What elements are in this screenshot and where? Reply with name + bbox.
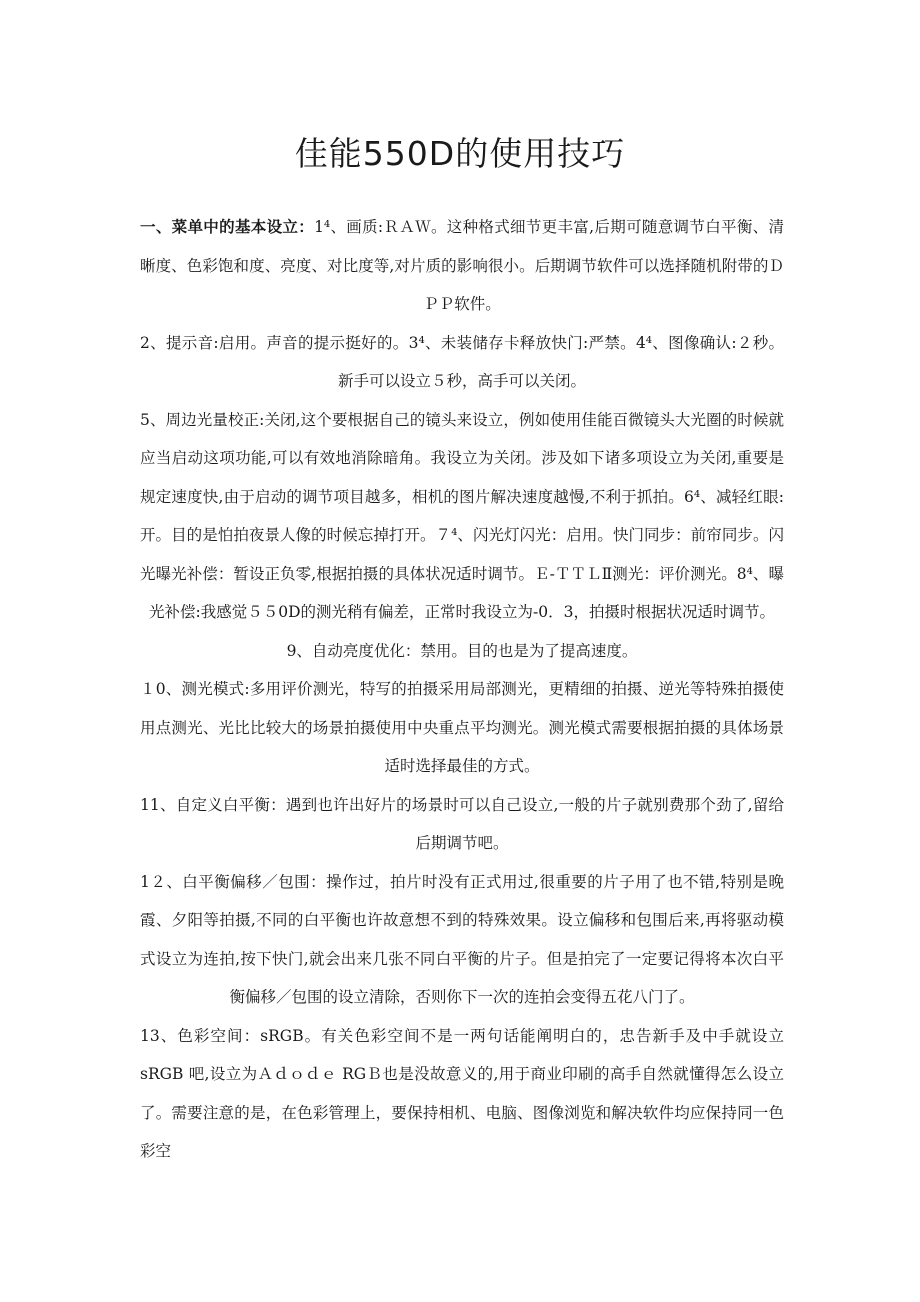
paragraph-2 [140, 324, 784, 401]
paragraph-text: 2、提示音:启用。声音的提示挺好的。3⁴、未装储存卡释放快门:严禁。4⁴、图像确认:２秒。新手可以设立５秒，高手可以关闭。 [140, 333, 784, 390]
paragraph-4 [140, 632, 784, 671]
paragraph-8 [140, 1017, 784, 1171]
paragraph-text: 1⁴、画质:ＲＡＷ。这种格式细节更丰富,后期可随意调节白平衡、清晰度、色彩饱和度、亮度、对比度等,对片质的影响很小。后期调节软件可以选择随机附带的ＤＰＰ软件。 [140, 218, 784, 313]
paragraph-text: 9、自动亮度优化：禁用。目的也是为了提高速度。 [286, 641, 638, 660]
paragraph-lead: 一、菜单中的基本设立： [140, 217, 315, 236]
paragraph-5 [140, 670, 784, 786]
paragraph-text: 5、周边光量校正:关闭,这个要根据自己的镜头来设立，例如使用佳能百微镜头大光圈的时候就应当启动这项功能,可以有效地消除暗角。我设立为关闭。涉及如下诸多项设立为关闭,重要是规定速度快,由于启动的调节项目越多，相机的图片解决速度越慢,不利于抓拍。6⁴、减轻红眼:开。目的是怕拍夜景人像的时候忘掉打开。７⁴、闪光灯闪光：启用。快门同步：前帘同步。闪光曝光补偿：暂设正负零,根据拍摄的具体状况适时调节。Ｅ-ＴＴＬⅡ测光：评价测光。8⁴、曝光补偿:我感觉５５0D的测光稍有偏差，正常时我设立为-0．3，拍摄时根据状况适时调节。 [140, 410, 784, 621]
paragraph-3 [140, 401, 784, 632]
paragraph-text: 13、色彩空间：sRGB。有关色彩空间不是一两句话能阐明白的，忠告新手及中手就设立 sRGB 吧,设立为Ａｄｏｄｅ RGＢ也是没故意义的,用于商业印刷的高手自然就懂得怎么设立了。需要注意的是，在色彩管理上，要保持相机、电脑、图像浏览和解决软件均应保持同一色彩空 [140, 1026, 784, 1160]
document-title: 佳能550D的使用技巧 [294, 134, 626, 173]
paragraph-text: １0、测光模式:多用评价测光，特写的拍摄采用局部测光，更精细的拍摄、逆光等特殊拍摄使用点测光、光比比较大的场景拍摄使用中央重点平均测光。测光模式需要根据拍摄的具体场景适时选择最佳的方式。 [140, 680, 784, 775]
paragraph-text: 11、自定义白平衡：遇到也许出好片的场景时可以自己设立,一般的片子就别费那个劲了,留给后期调节吧。 [140, 795, 784, 852]
document-body [140, 208, 784, 1171]
paragraph-1 [140, 208, 784, 324]
paragraph-6 [140, 786, 784, 863]
paragraph-7 [140, 863, 784, 1017]
paragraph-text: 1２、白平衡偏移／包围：操作过，拍片时没有正式用过,很重要的片子用了也不错,特别是晚霞、夕阳等拍摄,不同的白平衡也许故意想不到的特殊效果。设立偏移和包围后来,再将驱动模式设立为连拍,按下快门,就会出来几张不同白平衡的片子。但是拍完了一定要记得将本次白平衡偏移／包围的设立清除，否则你下一次的连拍会变得五花八门了。 [140, 872, 784, 1006]
